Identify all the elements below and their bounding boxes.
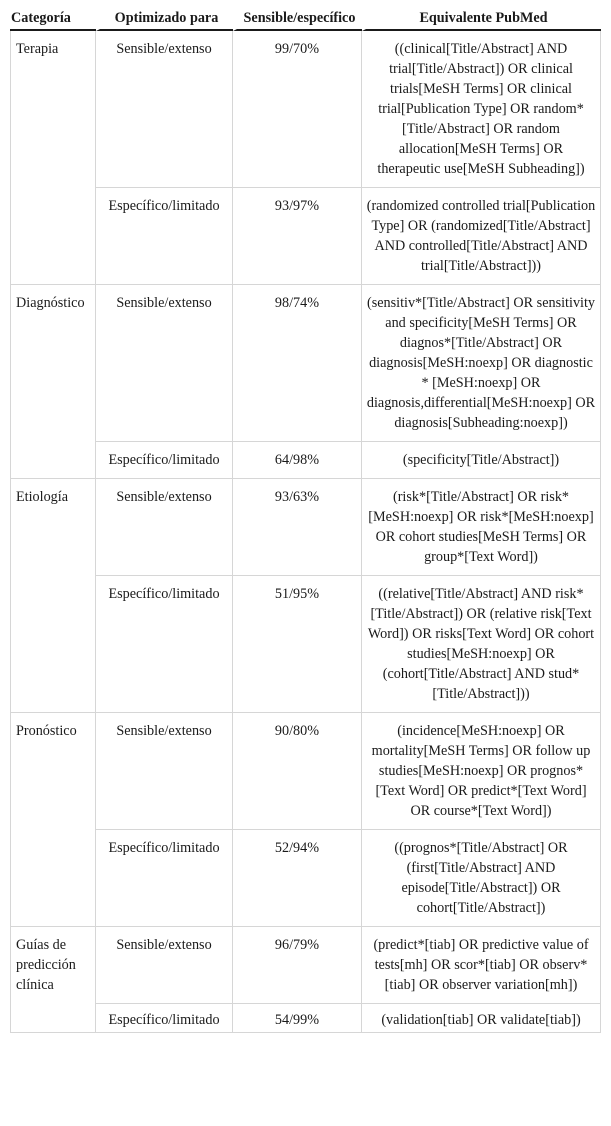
pubmed-query-cell: ((clinical[Title/Abstract] AND trial[Title/Abstract]) OR clinical trials[MeSH Terms] OR clinical trial[Publication Type] OR random*[Title/Abstract] OR random allocation[MeSH Terms] OR therapeutic use[MeSH Subheading])	[362, 31, 601, 188]
sensitivity-cell: 90/80%	[233, 713, 362, 830]
category-cell: Pronóstico	[10, 713, 96, 927]
optimized-cell: Específico/limitado	[96, 576, 233, 713]
table-row	[10, 830, 601, 927]
pubmed-query-cell: (validation[tiab] OR validate[tiab])	[362, 1004, 601, 1033]
header-pubmed: Equivalente PubMed	[362, 6, 601, 31]
sensitivity-cell: 96/79%	[233, 927, 362, 1004]
optimized-cell: Sensible/extenso	[96, 713, 233, 830]
header-categoria: Categoría	[10, 6, 96, 31]
optimized-cell: Específico/limitado	[96, 442, 233, 479]
table-row	[10, 442, 601, 479]
header-row	[10, 6, 601, 31]
pubmed-filters-table	[10, 6, 601, 1033]
table-row	[10, 285, 601, 442]
table-row	[10, 479, 601, 576]
optimized-cell: Sensible/extenso	[96, 31, 233, 188]
sensitivity-cell: 99/70%	[233, 31, 362, 188]
table-row	[10, 31, 601, 188]
sensitivity-cell: 51/95%	[233, 576, 362, 713]
pubmed-query-cell: ((relative[Title/Abstract] AND risk*[Title/Abstract]) OR (relative risk[Text Word]) OR risks[Text Word] OR cohort studies[MeSH:noexp] OR (cohort[Title/Abstract] AND stud*[Title/Abstract]))	[362, 576, 601, 713]
category-cell: Guías de predicción clínica	[10, 927, 96, 1033]
pubmed-query-cell: (specificity[Title/Abstract])	[362, 442, 601, 479]
optimized-cell: Sensible/extenso	[96, 285, 233, 442]
optimized-cell: Sensible/extenso	[96, 479, 233, 576]
optimized-cell: Específico/limitado	[96, 830, 233, 927]
header-sensible: Sensible/específico	[233, 6, 362, 31]
sensitivity-cell: 98/74%	[233, 285, 362, 442]
table-row	[10, 927, 601, 1004]
table-row	[10, 1004, 601, 1033]
sensitivity-cell: 93/63%	[233, 479, 362, 576]
sensitivity-cell: 52/94%	[233, 830, 362, 927]
category-cell: Diagnóstico	[10, 285, 96, 479]
sensitivity-cell: 93/97%	[233, 188, 362, 285]
category-cell: Terapia	[10, 31, 96, 285]
pubmed-query-cell: (sensitiv*[Title/Abstract] OR sensitivity and specificity[MeSH Terms] OR diagnos*[Title/Abstract] OR diagnosis[MeSH:noexp] OR diagnostic * [MeSH:noexp] OR diagnosis,differential[MeSH:noexp] OR diagnosis[Subheading:noexp])	[362, 285, 601, 442]
optimized-cell: Sensible/extenso	[96, 927, 233, 1004]
optimized-cell: Específico/limitado	[96, 1004, 233, 1033]
sensitivity-cell: 54/99%	[233, 1004, 362, 1033]
pubmed-query-cell: ((prognos*[Title/Abstract] OR (first[Title/Abstract] AND episode[Title/Abstract]) OR cohort[Title/Abstract])	[362, 830, 601, 927]
optimized-cell: Específico/limitado	[96, 188, 233, 285]
table-row	[10, 713, 601, 830]
header-optimizado: Optimizado para	[96, 6, 233, 31]
pubmed-query-cell: (randomized controlled trial[Publication Type] OR (randomized[Title/Abstract] AND controlled[Title/Abstract] AND trial[Title/Abstract]))	[362, 188, 601, 285]
sensitivity-cell: 64/98%	[233, 442, 362, 479]
table-row	[10, 576, 601, 713]
category-cell: Etiología	[10, 479, 96, 713]
table-row	[10, 188, 601, 285]
pubmed-query-cell: (predict*[tiab] OR predictive value of tests[mh] OR scor*[tiab] OR observ*[tiab] OR observer variation[mh])	[362, 927, 601, 1004]
pubmed-query-cell: (incidence[MeSH:noexp] OR mortality[MeSH Terms] OR follow up studies[MeSH:noexp] OR prognos*[Text Word] OR predict*[Text Word] OR course*[Text Word])	[362, 713, 601, 830]
pubmed-query-cell: (risk*[Title/Abstract] OR risk*[MeSH:noexp] OR risk*[MeSH:noexp] OR cohort studies[MeSH Terms] OR group*[Text Word])	[362, 479, 601, 576]
